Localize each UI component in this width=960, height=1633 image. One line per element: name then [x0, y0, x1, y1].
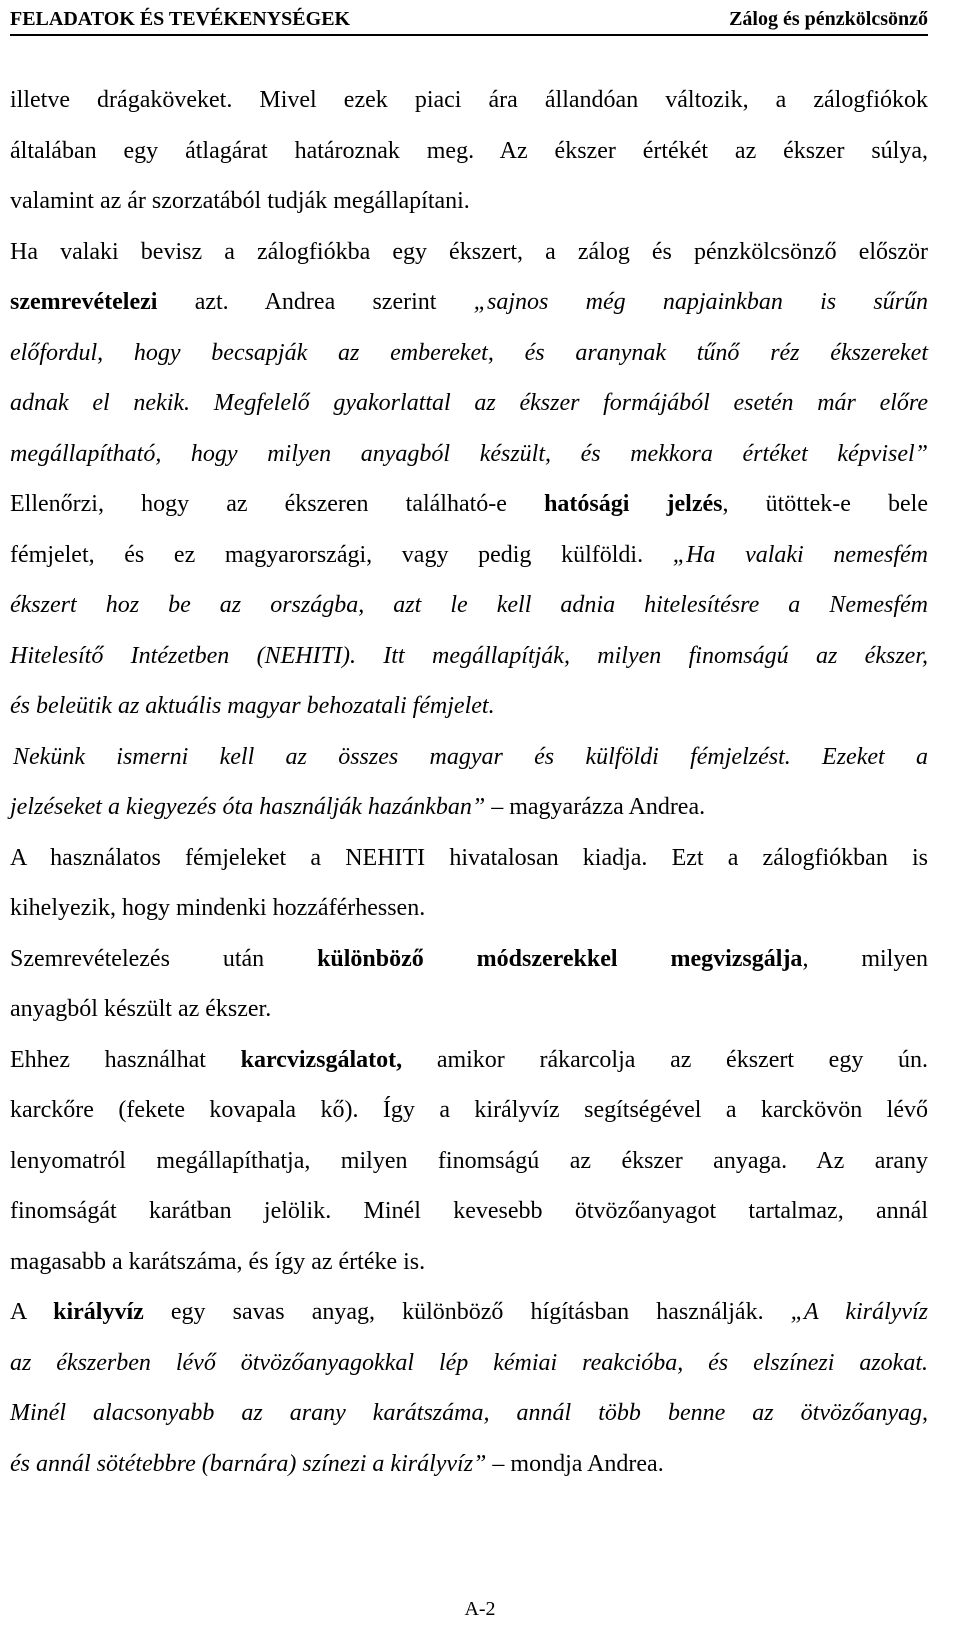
text-line: Ha valaki bevisz a zálogfiókba egy ékszert, a zálog és pénzkölcsönző először	[10, 238, 928, 265]
quote-text: „A királyvíz	[790, 1299, 928, 1325]
text-line	[10, 429, 928, 480]
text-line	[10, 681, 928, 732]
quote-text: és beleütik az aktuális magyar behozatali fémjelet.	[10, 693, 495, 719]
text-line: kihelyezik, hogy mindenki hozzáférhessen.	[10, 895, 426, 921]
quote-text: az ékszerben lévő ötvözőanyagokkal lép kémiai reakcióba, és elszínezi azokat.	[10, 1349, 928, 1376]
text-line: magasabb a karátszáma, és így az értéke is.	[10, 1248, 426, 1275]
text-line: Szemrevételezés után különböző módszerekkel megvizsgálja, milyen	[10, 945, 929, 972]
text-line: Ehhez használhat karcvizsgálatot, amikor rákarcolja az ékszert egy ún.	[10, 1046, 929, 1073]
bold-term: királyvíz	[53, 1299, 144, 1325]
text-line: valamint az ár szorzatából tudják megállapítani.	[10, 188, 470, 214]
quote-text: megállapítható, hogy milyen anyagból készült, és mekkora értéket képvisel”	[10, 440, 928, 467]
text-line	[10, 1338, 928, 1389]
text-line	[10, 1388, 928, 1439]
quote-text: „sajnos még napjainkban is sűrűn	[473, 289, 928, 315]
text-line: lenyomatról megállapíthatja, milyen finomságú az ékszer anyaga. Az arany	[10, 1147, 928, 1174]
bold-term: hatósági jelzés	[544, 491, 723, 517]
text-line: jelzéseket a kiegyezés óta használják hazánkban” – magyarázza Andrea.	[10, 794, 706, 820]
text-line: anyagból készült az ékszer.	[10, 996, 272, 1022]
text-line: A királyvíz egy savas anyag, különböző hígításban használják. „A királyvíz	[10, 1299, 928, 1325]
quote-text: ékszert hoz be az országba, azt le kell adnia hitelesítésre a Nemesfém	[10, 592, 928, 618]
text-line: A használatos fémjeleket a NEHITI hivatalosan kiadja. Ezt a zálogfiókban is	[10, 844, 928, 871]
quote-text: adnak el nekik. Megfelelő gyakorlattal az ékszer formájából esetén már előre	[10, 390, 928, 416]
text-line	[10, 378, 928, 429]
text-line: illetve drágaköveket. Mivel ezek piaci ára állandóan változik, a zálogfiókok	[10, 87, 928, 113]
page-header	[10, 4, 928, 36]
text-line: szemrevételezi azt. Andrea szerint „sajnos még napjainkban is sűrűn	[10, 289, 928, 315]
quote-text: előfordul, hogy becsapják az embereket, és aranynak tűnő réz ékszereket	[10, 339, 928, 366]
text-line	[10, 328, 928, 379]
quote-text: Minél alacsonyabb az arany karátszáma, annál több benne az ötvözőanyag,	[10, 1400, 928, 1426]
bold-term: karcvizsgálatot,	[240, 1046, 403, 1073]
header-document-title: Zálog és pénzkölcsönző	[729, 8, 928, 30]
quote-text: Hitelesítő Intézetben (NEHITI). Itt megállapítják, milyen finomságú az ékszer,	[10, 642, 928, 669]
bold-term: különböző módszerekkel megvizsgálja	[317, 945, 803, 972]
header-section-title: FELADATOK ÉS TEVÉKENYSÉGEK	[10, 8, 351, 30]
quote-text: Nekünk ismerni kell az összes magyar és külföldi fémjelzést. Ezeket a	[13, 743, 928, 770]
page-number: A-2	[464, 1598, 496, 1620]
text-line	[10, 631, 928, 682]
bold-term: szemrevételezi	[10, 289, 158, 315]
body-text	[10, 75, 928, 1489]
text-line: általában egy átlagárat határoznak meg. Az ékszer értékét az ékszer súlya,	[10, 137, 928, 164]
quote-text: és annál sötétebbre (barnára) színezi a királyvíz”	[10, 1450, 487, 1477]
text-line: karckőre (fekete kovapala kő). Így a királyvíz segítségével a karckövön lévő	[10, 1097, 928, 1123]
text-line: fémjelet, és ez magyarországi, vagy pedig külföldi. „Ha valaki nemesfém	[10, 541, 929, 568]
text-line: és annál sötétebbre (barnára) színezi a királyvíz” – mondja Andrea.	[10, 1450, 664, 1477]
text-line: finomságát karátban jelölik. Minél kevesebb ötvözőanyagot tartalmaz, annál	[10, 1198, 928, 1224]
text-line: Ellenőrzi, hogy az ékszeren található-e hatósági jelzés, ütöttek-e bele	[10, 491, 928, 517]
quote-text: „Ha valaki nemesfém	[672, 541, 929, 568]
text-line	[10, 732, 928, 783]
text-line	[10, 580, 928, 631]
quote-text: jelzéseket a kiegyezés óta használják hazánkban”	[10, 794, 486, 820]
